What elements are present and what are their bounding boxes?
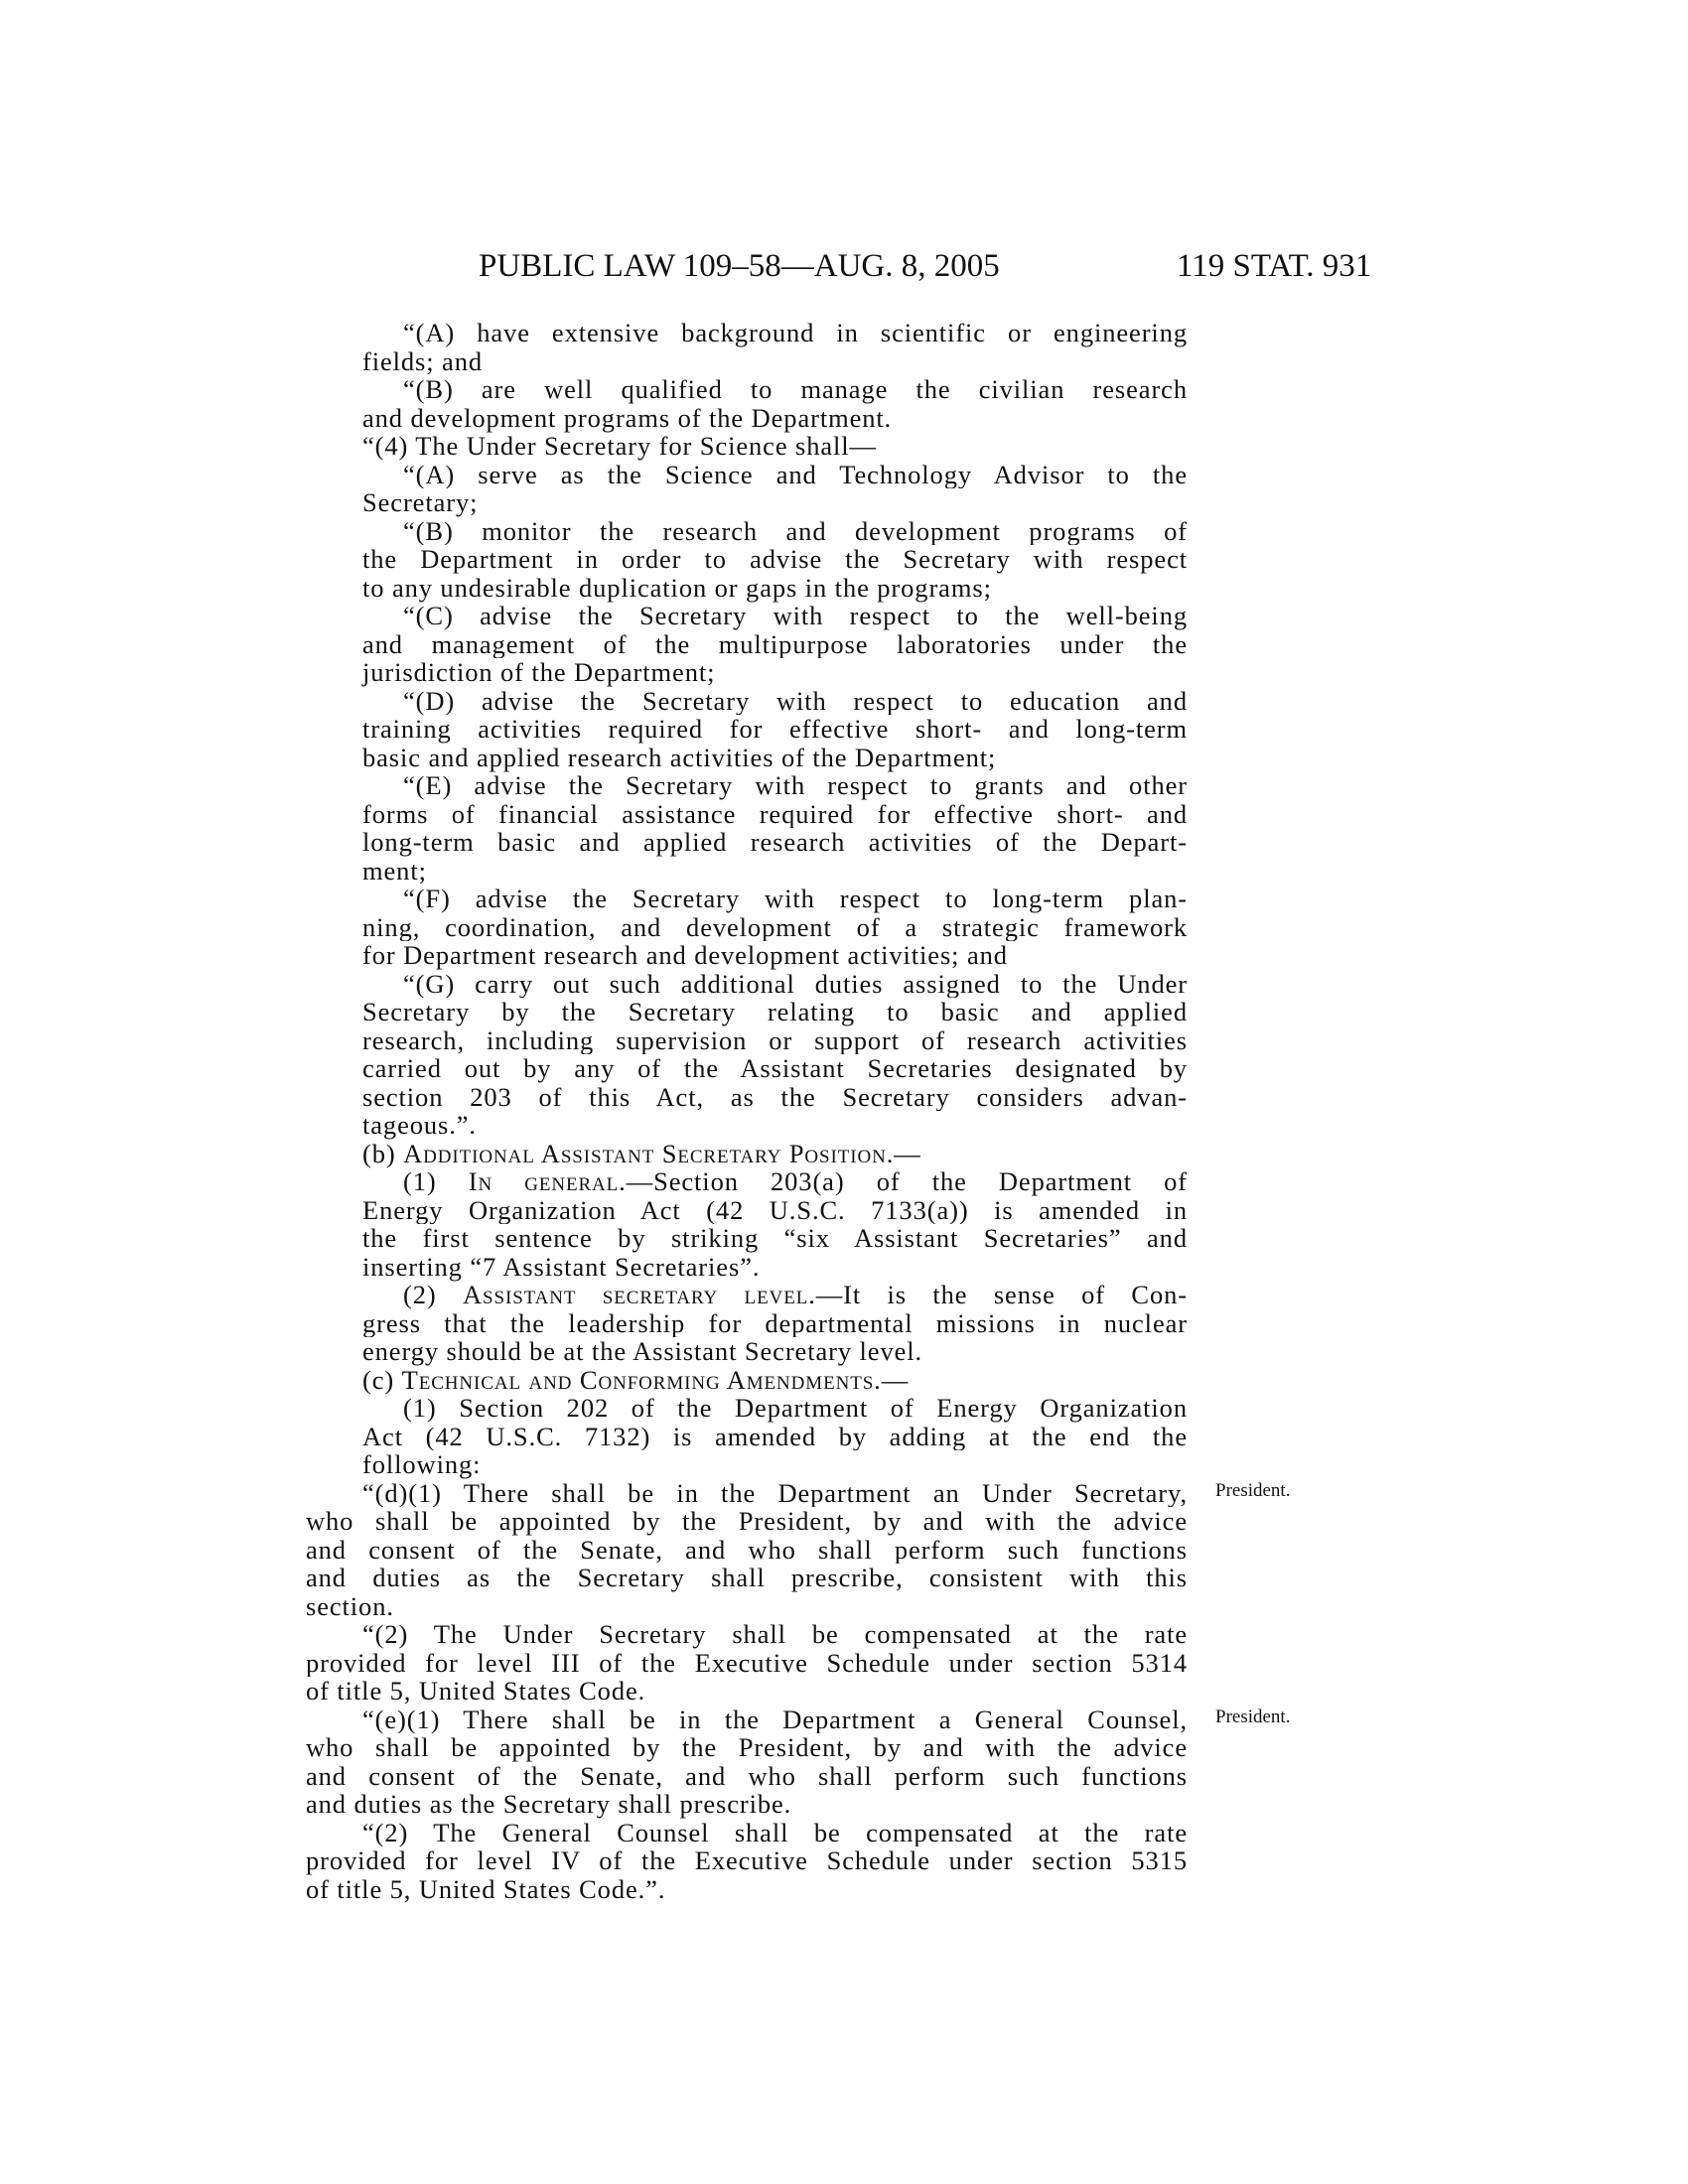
text-line: tageous.”.	[362, 1110, 477, 1140]
text-line: “(G) carry out such additional duties assigned to the Under	[403, 969, 1188, 998]
text-line: and management of the multipurpose laboratories under the	[362, 629, 1188, 658]
margin-note: President.	[1215, 1480, 1291, 1501]
text-line: ning, coordination, and development of a strategic framework	[362, 912, 1188, 941]
text-line: “(C) advise the Secretary with respect to the well-being	[403, 602, 1188, 630]
text-line: the Department in order to advise the Secretary with respect	[362, 545, 1188, 574]
text-line: “(B) monitor the research and development programs of	[403, 516, 1188, 545]
text-line: basic and applied research activities of the Department;	[362, 742, 997, 772]
text-line: “(F) advise the Secretary with respect to long-term plan-	[403, 885, 1188, 913]
text-line: and consent of the Senate, and who shall perform such functions	[306, 1761, 1188, 1790]
text-line: forms of financial assistance required for effective short- and	[362, 799, 1188, 828]
text-line: and consent of the Senate, and who shall perform such functions	[306, 1535, 1188, 1564]
text-line: carried out by any of the Assistant Secretaries designated by	[362, 1054, 1188, 1083]
text-line: Secretary;	[362, 487, 479, 517]
text-line: and duties as the Secretary shall prescribe, consistent with this	[306, 1564, 1188, 1592]
text-line: “(4) The Under Secretary for Science shall—	[362, 431, 877, 461]
text-line: section.	[306, 1590, 394, 1621]
text-line: of title 5, United States Code.”.	[306, 1873, 666, 1904]
text-line: “(e)(1) There shall be in the Department a General Counsel,	[362, 1705, 1188, 1733]
text-line: and duties as the Secretary shall prescribe.	[306, 1789, 792, 1819]
line-segment: (1)	[403, 1167, 469, 1196]
text-line: training activities required for effective short- and long-term	[362, 715, 1188, 744]
text-line: provided for level III of the Executive Schedule under section 5314	[306, 1648, 1188, 1677]
text-line: research, including supervision or support of research activities	[362, 1025, 1188, 1054]
text-line: “(B) are well qualified to manage the civilian research	[403, 375, 1188, 404]
small-caps-heading: Technical and Conforming Amendments.—	[401, 1364, 910, 1395]
document-body	[306, 319, 1188, 1904]
text-line: of title 5, United States Code.	[306, 1676, 646, 1706]
page-number: 119 STAT. 931	[1177, 248, 1372, 284]
text-line: jurisdiction of the Department;	[362, 657, 716, 687]
text-line: “(D) advise the Secretary with respect to education and	[403, 686, 1188, 715]
text-line: to any undesirable duplication or gaps in the programs;	[362, 572, 992, 603]
text-line: long-term basic and applied research activities of the Depart-	[362, 828, 1188, 857]
text-line: Act (42 U.S.C. 7132) is amended by adding at the end the	[362, 1422, 1188, 1450]
line-segment: (c)	[362, 1364, 402, 1395]
text-line: energy should be at the Assistant Secretary level.	[362, 1336, 923, 1366]
text-line	[362, 1281, 1188, 1309]
text-line: “(A) serve as the Science and Technology Advisor to the	[403, 460, 1188, 488]
running-header-title: PUBLIC LAW 109–58—AUG. 8, 2005	[479, 248, 1000, 284]
text-line: inserting “7 Assistant Secretaries”.	[362, 1251, 761, 1282]
text-line: (1) Section 202 of the Department of Energy Organization	[403, 1394, 1188, 1423]
text-line: provided for level IV of the Executive Schedule under section 5315	[306, 1846, 1188, 1875]
text-line: Energy Organization Act (42 U.S.C. 7133(a)) is amended in	[362, 1195, 1188, 1224]
text-line: section 203 of this Act, as the Secretary considers advan-	[362, 1082, 1188, 1111]
line-segment: —It is the sense of Con-	[815, 1281, 1188, 1309]
margin-note: President.	[1215, 1706, 1291, 1727]
text-line: “(2) The General Counsel shall be compensated at the rate	[362, 1818, 1188, 1846]
text-line: “(d)(1) There shall be in the Department an Under Secretary,	[362, 1478, 1188, 1507]
text-line: ment;	[362, 855, 427, 886]
text-line: gress that the leadership for departmental missions in nuclear	[362, 1308, 1188, 1337]
text-line: who shall be appointed by the President, by and with the advice	[306, 1507, 1188, 1536]
text-line: “(2) The Under Secretary shall be compensated at the rate	[362, 1620, 1188, 1649]
text-line: “(A) have extensive background in scientific or engineering	[403, 319, 1188, 347]
text-line: who shall be appointed by the President, by and with the advice	[306, 1733, 1188, 1762]
text-line	[362, 1140, 1188, 1168]
small-caps-heading: Additional Assistant Secretary Position.—	[403, 1138, 921, 1168]
text-line: the first sentence by striking “six Assistant Secretaries” and	[362, 1224, 1188, 1253]
text-line: Secretary by the Secretary relating to basic and applied	[362, 998, 1188, 1026]
text-line: following:	[362, 1449, 482, 1479]
line-segment: (b)	[362, 1138, 404, 1168]
text-line: for Department research and development activities; and	[362, 940, 1008, 970]
text-line: and development programs of the Department.	[362, 402, 893, 433]
line-segment: —Section 203(a) of the Department of	[626, 1167, 1188, 1196]
text-line	[362, 1167, 1188, 1196]
small-caps-heading: Assistant secretary level.	[463, 1281, 816, 1309]
line-segment: (2)	[403, 1281, 463, 1309]
text-line: fields; and	[362, 345, 484, 376]
text-line	[362, 1366, 1188, 1395]
text-line: “(E) advise the Secretary with respect to grants and other	[403, 771, 1188, 800]
small-caps-heading: In general.	[468, 1167, 627, 1196]
